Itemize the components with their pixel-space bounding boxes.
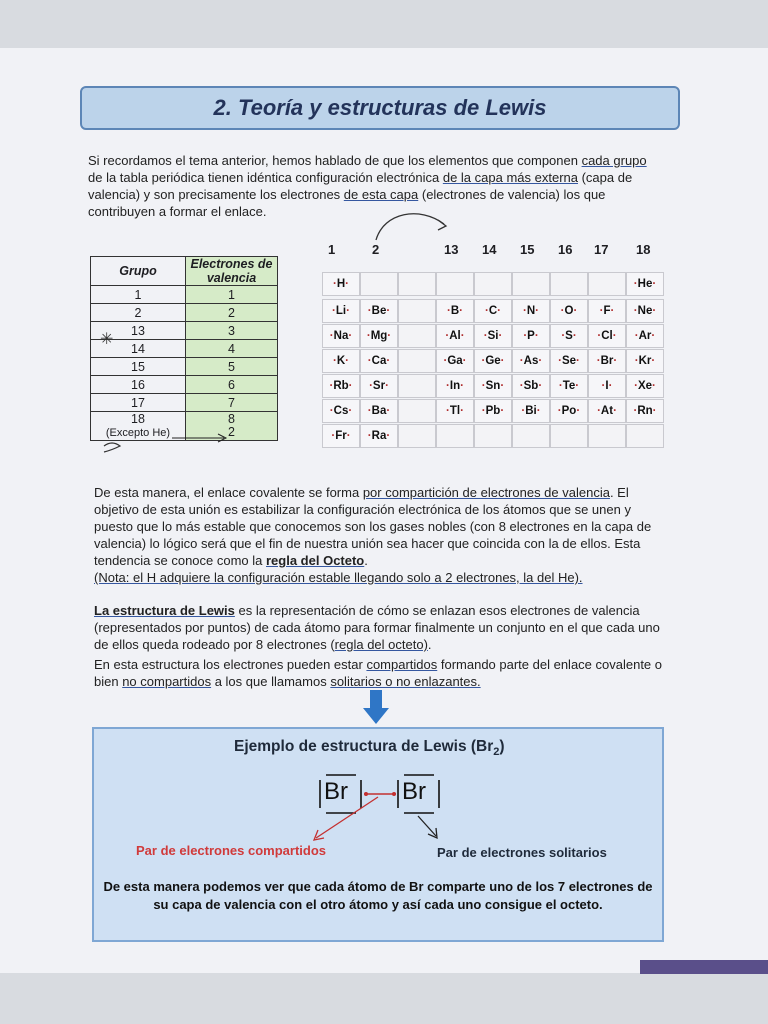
shared-pair-label: Par de electrones compartidos [136, 843, 327, 858]
group-cell: 13 [91, 322, 186, 340]
pairs-text-a: En esta estructura los electrones pueden estar [94, 657, 367, 672]
group-cell: 1 [91, 286, 186, 304]
element-cell-mg: ·Mg· [360, 324, 398, 348]
lewis-br2-structure [320, 775, 439, 813]
element-cell-cl: ·Cl· [588, 324, 626, 348]
element-cell-p: ·P· [512, 324, 550, 348]
intro-text-d: (electrones de valencia) los que contribuyen a formar el enlace. [88, 187, 606, 219]
asterisk-mark-icon: ✳ [100, 331, 114, 348]
element-cell-in: ·In· [436, 374, 474, 398]
element-cell-te: ·Te· [550, 374, 588, 398]
group-cell: 16 [91, 376, 186, 394]
example-title-end: ) [499, 738, 505, 755]
element-cell-ga: ·Ga· [436, 349, 474, 373]
element-cell-po: ·Po· [550, 399, 588, 423]
intro-underline-3: de esta capa [343, 187, 419, 202]
element-cell-kr: ·Kr· [626, 349, 664, 373]
pairs-underline-2: no compartidos [122, 674, 212, 689]
intro-text-c: (capa de valencia) y son precisamente los electrones [88, 170, 633, 202]
element-cell-sr: ·Sr· [360, 374, 398, 398]
valence-cell: 6 [186, 376, 278, 394]
element-cell-al: ·Al· [436, 324, 474, 348]
group-number: 2 [372, 242, 380, 257]
header-valence: Electrones de valencia [186, 257, 278, 286]
element-cell-h: ·H· [322, 272, 360, 296]
group-cell: 2 [91, 304, 186, 322]
page-title: 2. Teoría y estructuras de Lewis [213, 95, 547, 120]
lone-pair-label: Par de electrones solitarios [437, 845, 607, 860]
element-cell-be: ·Be· [360, 299, 398, 323]
curved-arrow-icon [376, 214, 444, 240]
valence-cell: 1 [186, 286, 278, 304]
element-cell-br: ·Br· [588, 349, 626, 373]
element-cell-bi: ·Bi· [512, 399, 550, 423]
lewis-def-underline: regla del octeto) [334, 637, 428, 652]
covalent-underline-1: por compartición de electrones de valencia [362, 485, 610, 500]
element-cell-ne: ·Ne· [626, 299, 664, 323]
lewis-def-text-b: . [427, 637, 432, 652]
element-cell-k: ·K· [322, 349, 360, 373]
intro-text-b: de la tabla periódica tienen idéntica configuración electrónica [88, 170, 443, 185]
group-number: 17 [594, 242, 609, 257]
example-title-text: Ejemplo de estructura de Lewis (Br [234, 738, 494, 755]
element-cell-s: ·S· [550, 324, 588, 348]
element-cell-i: ·I· [588, 374, 626, 398]
hydrogen-note: (Nota: el H adquiere la configuración estable llegando solo a 2 electrones, la del He). [94, 570, 583, 585]
covalent-text-b: . El objetivo de esta unión es estabilizar la configuración electrónica de los átomos que se unen y puesto que lo más estable que conocemos son los gases nobles (con 8 electrones en la capa de valencia) lo lógico será que el fin de nuestra unión sea hacer que coincida con la de ellos. Esta tendencia se conoce como la [94, 485, 652, 568]
valence-2: 2 [228, 425, 235, 439]
pairs-text-c: a los que llamamos [211, 674, 331, 689]
pairs-underline-3: solitarios o no enlazantes. [330, 674, 481, 689]
element-cell-n: ·N· [512, 299, 550, 323]
element-cell-ge: ·Ge· [474, 349, 512, 373]
group-cell: 15 [91, 358, 186, 376]
element-cell-as: ·As· [512, 349, 550, 373]
valence-cell: 7 [186, 394, 278, 412]
intro-text-a: Si recordamos el tema anterior, hemos hablado de que los elementos que componen [88, 153, 582, 168]
element-cell-tl: ·Tl· [436, 399, 474, 423]
bromine-atom-left: Br [324, 778, 348, 805]
element-cell-ca: ·Ca· [360, 349, 398, 373]
element-cell-sn: ·Sn· [474, 374, 512, 398]
element-cell-he: ·He· [626, 272, 664, 296]
element-cell-rb: ·Rb· [322, 374, 360, 398]
element-cell-fr: ·Fr· [322, 424, 360, 448]
valence-cell: 4 [186, 340, 278, 358]
element-cell-li: ·Li· [322, 299, 360, 323]
covalent-text-a: De esta manera, el enlace covalente se forma [94, 485, 363, 500]
group-number: 16 [558, 242, 573, 257]
lewis-def-text-a: es la representación de cómo se enlazan esos electrones de valencia (representados por puntos) de cada átomo para formar finalmente un conjunto en el que cada uno de ellos queda rodeado por 8 electrones ( [94, 603, 660, 652]
except-he-note: (Excepto He) [105, 426, 171, 439]
group-number: 1 [328, 242, 336, 257]
valence-cell: 2 [186, 304, 278, 322]
intro-underline-1: cada grupo [581, 153, 647, 168]
element-cell-rn: ·Rn· [626, 399, 664, 423]
bromine-atom-right: Br [402, 778, 426, 805]
group-18-label: 18 [131, 411, 145, 426]
element-cell-xe: ·Xe· [626, 374, 664, 398]
intro-underline-2: de la capa más externa [442, 170, 578, 185]
element-cell-cs: ·Cs· [322, 399, 360, 423]
element-cell-b: ·B· [436, 299, 474, 323]
covalent-text-c: . [364, 553, 368, 568]
lewis-structure-term: La estructura de Lewis [94, 603, 235, 618]
pairs-underline-1: compartidos [366, 657, 438, 672]
group-number: 15 [520, 242, 535, 257]
group-cell: 14 [91, 340, 186, 358]
octet-rule-term: regla del Octeto [266, 553, 365, 568]
example-title-subscript: 2 [493, 746, 500, 759]
element-cell-sb: ·Sb· [512, 374, 550, 398]
element-cell-na: ·Na· [322, 324, 360, 348]
squiggle-mark-icon [104, 443, 120, 452]
element-cell-ar: ·Ar· [626, 324, 664, 348]
element-cell-si: ·Si· [474, 324, 512, 348]
element-cell-se: ·Se· [550, 349, 588, 373]
group-number: 14 [482, 242, 497, 257]
element-cell-at: ·At· [588, 399, 626, 423]
group-cell: 17 [91, 394, 186, 412]
group-number: 18 [636, 242, 651, 257]
valence-8: 8 [228, 412, 235, 426]
element-cell-ra: ·Ra· [360, 424, 398, 448]
valence-cell: 5 [186, 358, 278, 376]
element-cell-pb: ·Pb· [474, 399, 512, 423]
element-cell-c: ·C· [474, 299, 512, 323]
example-conclusion: De esta manera podemos ver que cada átomo de Br comparte uno de los 7 electrones de su capa de valencia con el otro átomo y así cada uno consigue el octeto. [103, 879, 653, 912]
element-cell-ba: ·Ba· [360, 399, 398, 423]
header-group: Grupo [91, 257, 186, 286]
element-cell-o: ·O· [550, 299, 588, 323]
valence-cell: 3 [186, 322, 278, 340]
element-cell-f: ·F· [588, 299, 626, 323]
pairs-text-b: formando parte del enlace covalente o bien [94, 657, 663, 689]
group-number: 13 [444, 242, 459, 257]
